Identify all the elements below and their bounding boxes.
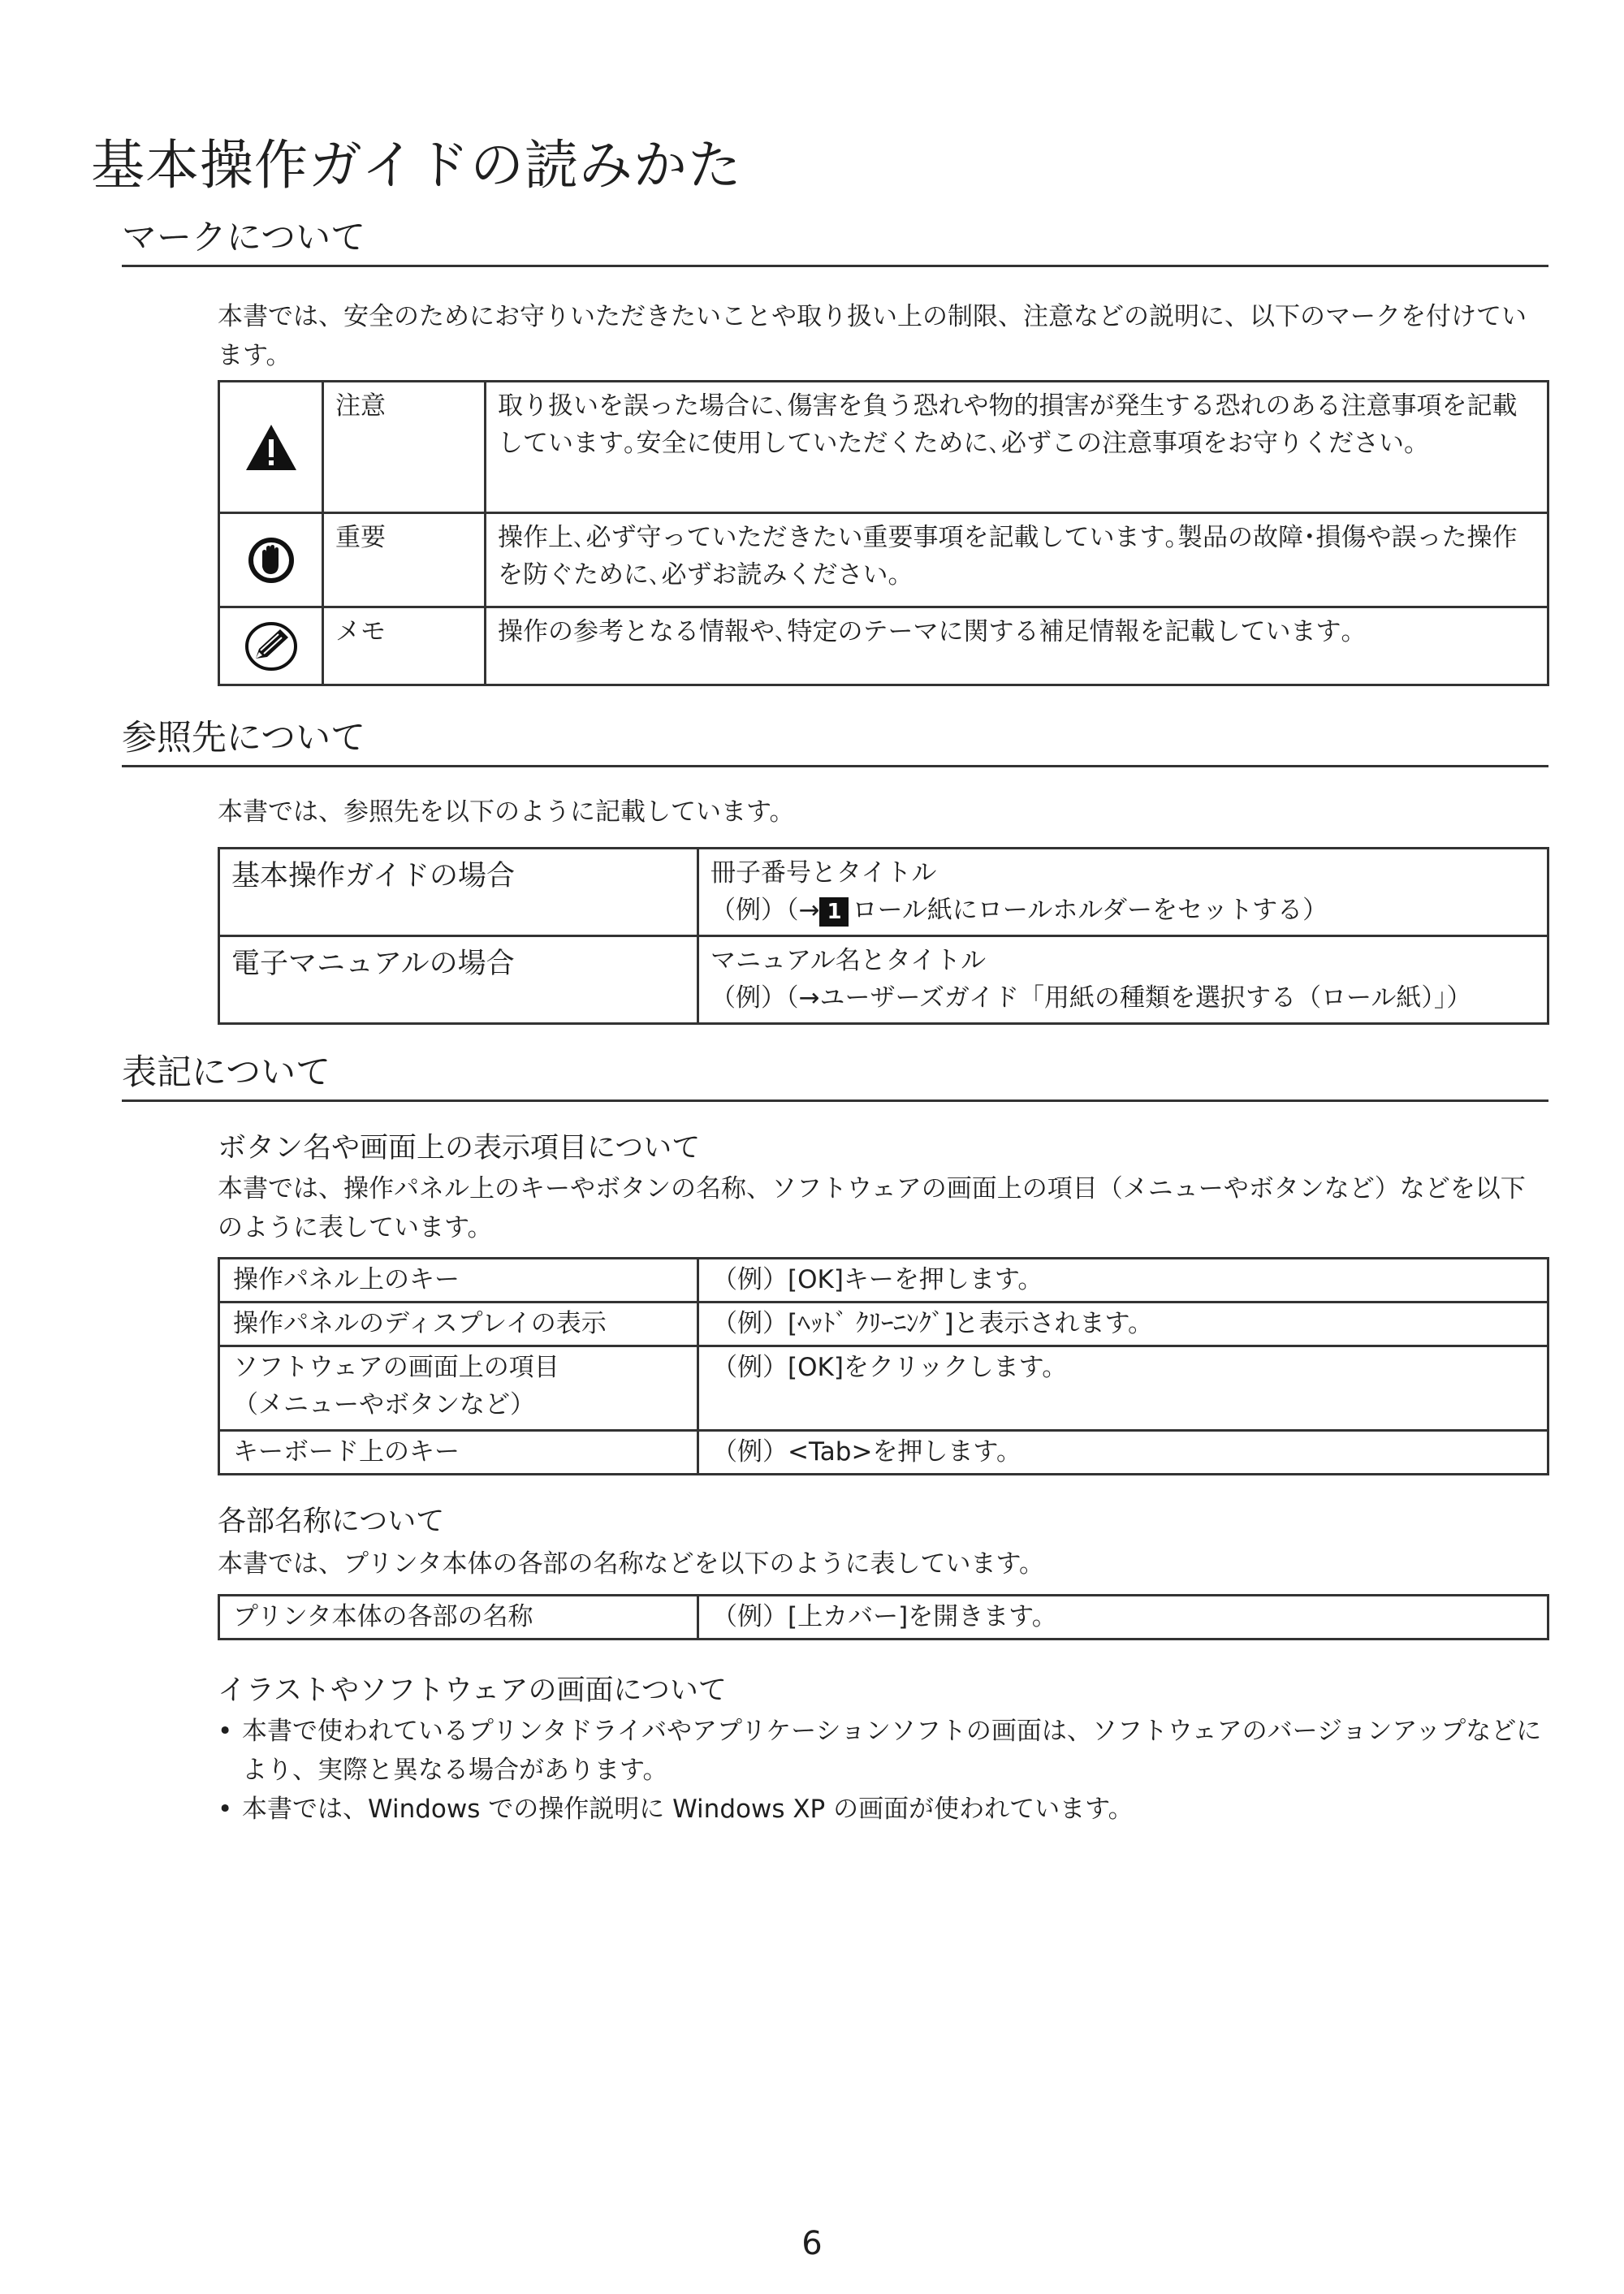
important-icon-cell <box>219 513 323 607</box>
refs-label-electronic-manual: 電子マニュアルの場合 <box>219 936 698 1024</box>
marks-text-important: 操作上､必ず守っていただきたい重要事項を記載しています｡製品の故障･損傷や誤った操作を防ぐために､必ずお読みください｡ <box>486 513 1548 607</box>
buttons-label-display: 操作パネルのディスプレイの表示 <box>219 1303 698 1346</box>
parts-table <box>218 1594 1549 1640</box>
buttons-row-keyboard <box>219 1431 1548 1475</box>
parts-label: プリンタ本体の各部の名称 <box>219 1596 698 1639</box>
marks-label-important: 重要 <box>323 513 486 607</box>
buttons-example-display: （例）[ﾍｯﾄﾞ ｸﾘｰﾆﾝｸﾞ]と表示されます。 <box>698 1303 1548 1346</box>
subheading-parts: 各部名称について <box>218 1506 445 1538</box>
refs-desc-basic-guide <box>698 849 1548 936</box>
refs-intro: 本書では、参照先を以下のように記載しています。 <box>218 797 795 827</box>
refs-line1-basic-guide: 冊子番号とタイトル <box>710 858 937 888</box>
refs-example-basic-guide <box>710 892 1535 929</box>
subheading-buttons: ボタン名や画面上の表示項目について <box>218 1132 701 1164</box>
section-heading-refs: 参照先について <box>122 718 1548 767</box>
page-title: 基本操作ガイドの読みかた <box>91 134 743 197</box>
memo-icon-cell <box>219 607 323 685</box>
section-heading-notation: 表記について <box>122 1052 1548 1102</box>
buttons-row-software <box>219 1346 1548 1431</box>
illustrations-bullet-list <box>218 1712 1549 1829</box>
refs-desc-electronic-manual <box>698 936 1548 1024</box>
refs-example-suffix: ロール紙にロールホルダーをセットする） <box>852 896 1328 925</box>
marks-row-important <box>219 513 1548 607</box>
marks-row-memo <box>219 607 1548 685</box>
marks-label-memo: メモ <box>323 607 486 685</box>
marks-text-caution: 取り扱いを誤った場合に､傷害を負う恐れや物的損害が発生する恐れのある注意事項を記載しています｡安全に使用していただくために､必ずこの注意事項をお守りください｡ <box>486 382 1548 513</box>
subheading-illustrations: イラストやソフトウェアの画面について <box>218 1674 727 1707</box>
stop-hand-icon <box>247 536 296 585</box>
buttons-intro: 本書では、操作パネル上のキーやボタンの名称、ソフトウェアの画面上の項目（メニューやボタンなど）などを以下のように表しています。 <box>218 1174 1526 1242</box>
section-heading-marks: マークについて <box>122 218 1548 267</box>
marks-row-caution <box>219 382 1548 513</box>
refs-row-basic-guide <box>219 849 1548 936</box>
refs-label-basic-guide: 基本操作ガイドの場合 <box>219 849 698 936</box>
parts-intro: 本書では、プリンタ本体の各部の名称などを以下のように表しています。 <box>218 1549 1045 1579</box>
marks-table <box>218 380 1549 686</box>
buttons-table <box>218 1257 1549 1475</box>
buttons-label-software <box>219 1346 698 1431</box>
buttons-label-software-line2: （メニューやボタンなど） <box>233 1390 535 1419</box>
parts-example: （例）[上カバー]を開きます。 <box>698 1596 1548 1639</box>
warning-triangle-icon <box>244 423 298 472</box>
marks-label-caution: 注意 <box>323 382 486 513</box>
buttons-label-keyboard: キーボード上のキー <box>219 1431 698 1475</box>
page-number: 6 <box>801 2225 823 2262</box>
caution-icon-cell <box>219 382 323 513</box>
marks-intro: 本書では、安全のためにお守りいただきたいことや取り扱い上の制限、注意などの説明に、以下のマークを付けています。 <box>218 302 1527 370</box>
memo-pencil-icon <box>244 621 298 672</box>
buttons-row-panel-key <box>219 1259 1548 1303</box>
buttons-label-software-line1: ソフトウェアの画面上の項目 <box>233 1353 559 1382</box>
buttons-label-panel-key: 操作パネル上のキー <box>219 1259 698 1303</box>
volume-number-badge: 1 <box>819 897 849 927</box>
refs-line1-electronic-manual: マニュアル名とタイトル <box>710 946 987 975</box>
illustrations-bullet: • 本書で使われているプリンタドライバやアプリケーションソフトの画面は、ソフトウェアのバージョンアップなどにより、実際と異なる場合があります。 <box>218 1712 1549 1790</box>
buttons-example-panel-key: （例）[OK]キーを押します。 <box>698 1259 1548 1303</box>
refs-example-electronic-manual: （例）（→ユーザーズガイド「用紙の種類を選択する（ロール紙）」） <box>710 983 1472 1013</box>
buttons-row-display <box>219 1303 1548 1346</box>
refs-row-electronic-manual <box>219 936 1548 1024</box>
buttons-example-keyboard: （例）<Tab>を押します。 <box>698 1431 1548 1475</box>
refs-example-prefix: （例）（→ <box>710 896 820 925</box>
parts-row <box>219 1596 1548 1639</box>
illustrations-bullet: • 本書では、Windows での操作説明に Windows XP の画面が使われています。 <box>218 1790 1549 1829</box>
buttons-example-software: （例）[OK]をクリックします。 <box>698 1346 1548 1431</box>
marks-text-memo: 操作の参考となる情報や､特定のテーマに関する補足情報を記載しています｡ <box>486 607 1548 685</box>
refs-table <box>218 847 1549 1025</box>
